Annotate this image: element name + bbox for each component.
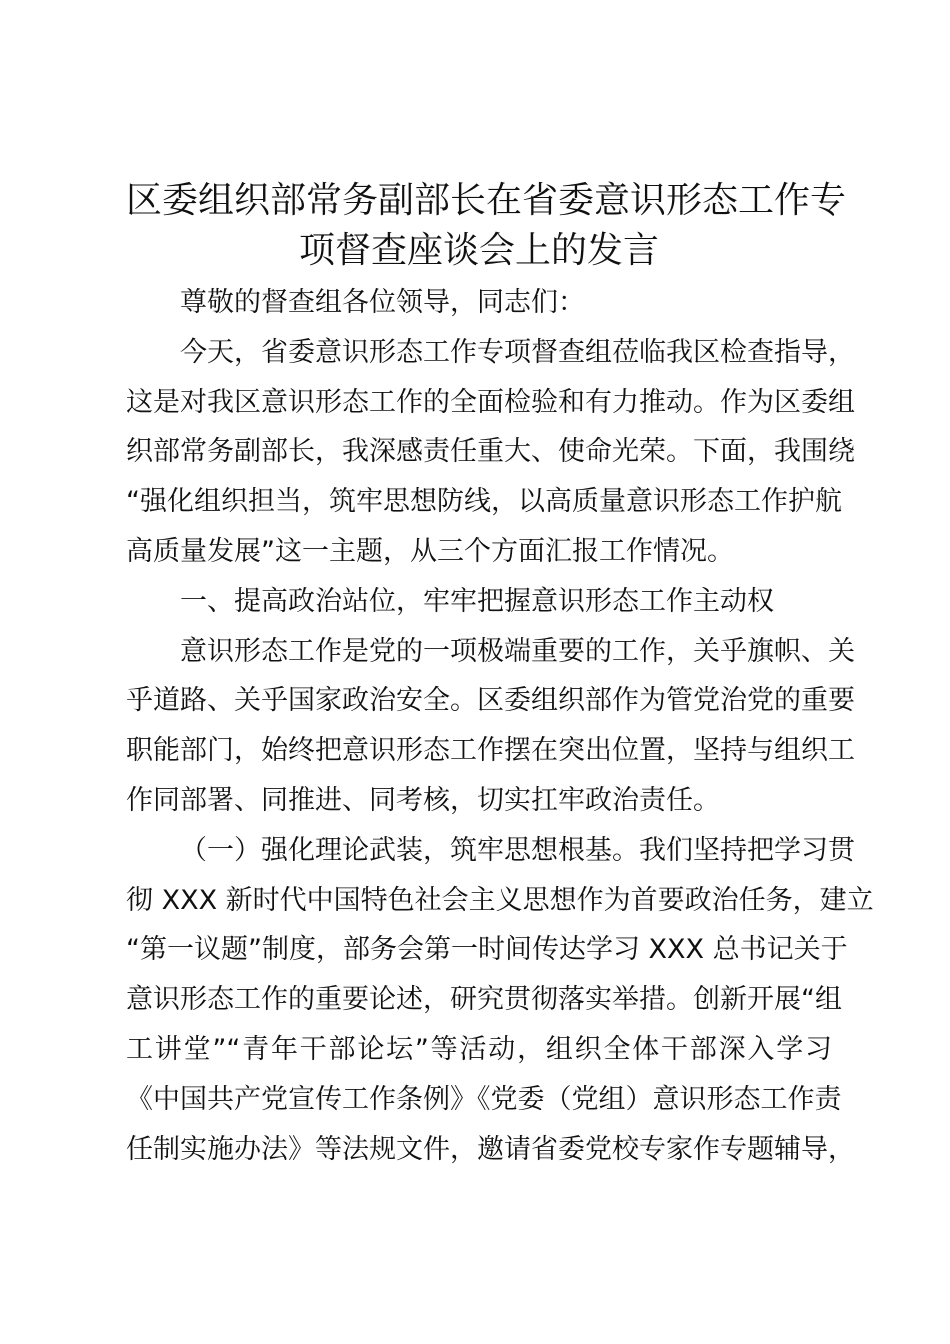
paragraph-line: 任制实施办法》等法规文件，邀请省委党校专家作专题辅导， [126, 1133, 855, 1165]
paragraph-line: 乎道路、关乎国家政治安全。区委组织部作为管党治党的重要 [126, 685, 855, 717]
document-title [126, 176, 847, 276]
paragraph-line: 尊敬的督查组各位领导，同志们： [180, 287, 585, 318]
title-line-1: 区委组织部常务副部长在省委意识形态工作专 [126, 180, 847, 221]
paragraph-line: 高质量发展”这一主题，从三个方面汇报工作情况。 [126, 535, 734, 567]
paragraph-line: 今天，省委意识形态工作专项督查组莅临我区检查指导， [180, 336, 855, 368]
paragraph-line: 这是对我区意识形态工作的全面检验和有力推动。作为区委组 [126, 386, 855, 418]
paragraph-line: 作同部署、同推进、同考核，切实扛牢政治责任。 [126, 784, 720, 816]
paragraph-line: 意识形态工作的重要论述，研究贯彻落实举措。创新开展“组 [126, 984, 842, 1016]
paragraph-line: （一）强化理论武装，筑牢思想根基。我们坚持把学习贯 [180, 834, 855, 866]
document-body [126, 278, 874, 1174]
paragraph-line: 一、提高政治站位，牢牢把握意识形态工作主动权 [180, 585, 774, 617]
paragraph-line: “强化组织担当，筑牢思想防线，以高质量意识形态工作护航 [126, 486, 842, 518]
paragraph-line: 意识形态工作是党的一项极端重要的工作，关乎旗帜、关 [180, 635, 855, 667]
paragraph-line: 职能部门，始终把意识形态工作摆在突出位置，坚持与组织工 [126, 735, 855, 767]
paragraph-line: “第一议题”制度，部务会第一时间传达学习 XXX 总书记关于 [126, 934, 848, 966]
paragraph-line: 《中国共产党宣传工作条例》《党委（党组）意识形态工作责 [126, 1083, 842, 1115]
paragraph-line: 彻 XXX 新时代中国特色社会主义思想作为首要政治任务，建立 [126, 884, 874, 916]
title-line-2: 项督查座谈会上的发言 [298, 230, 659, 271]
paragraph-line: 织部常务副部长，我深感责任重大、使命光荣。下面，我围绕 [126, 436, 855, 468]
paragraph-line: 工讲堂”“青年干部论坛”等活动，组织全体干部深入学习 [126, 1033, 832, 1065]
